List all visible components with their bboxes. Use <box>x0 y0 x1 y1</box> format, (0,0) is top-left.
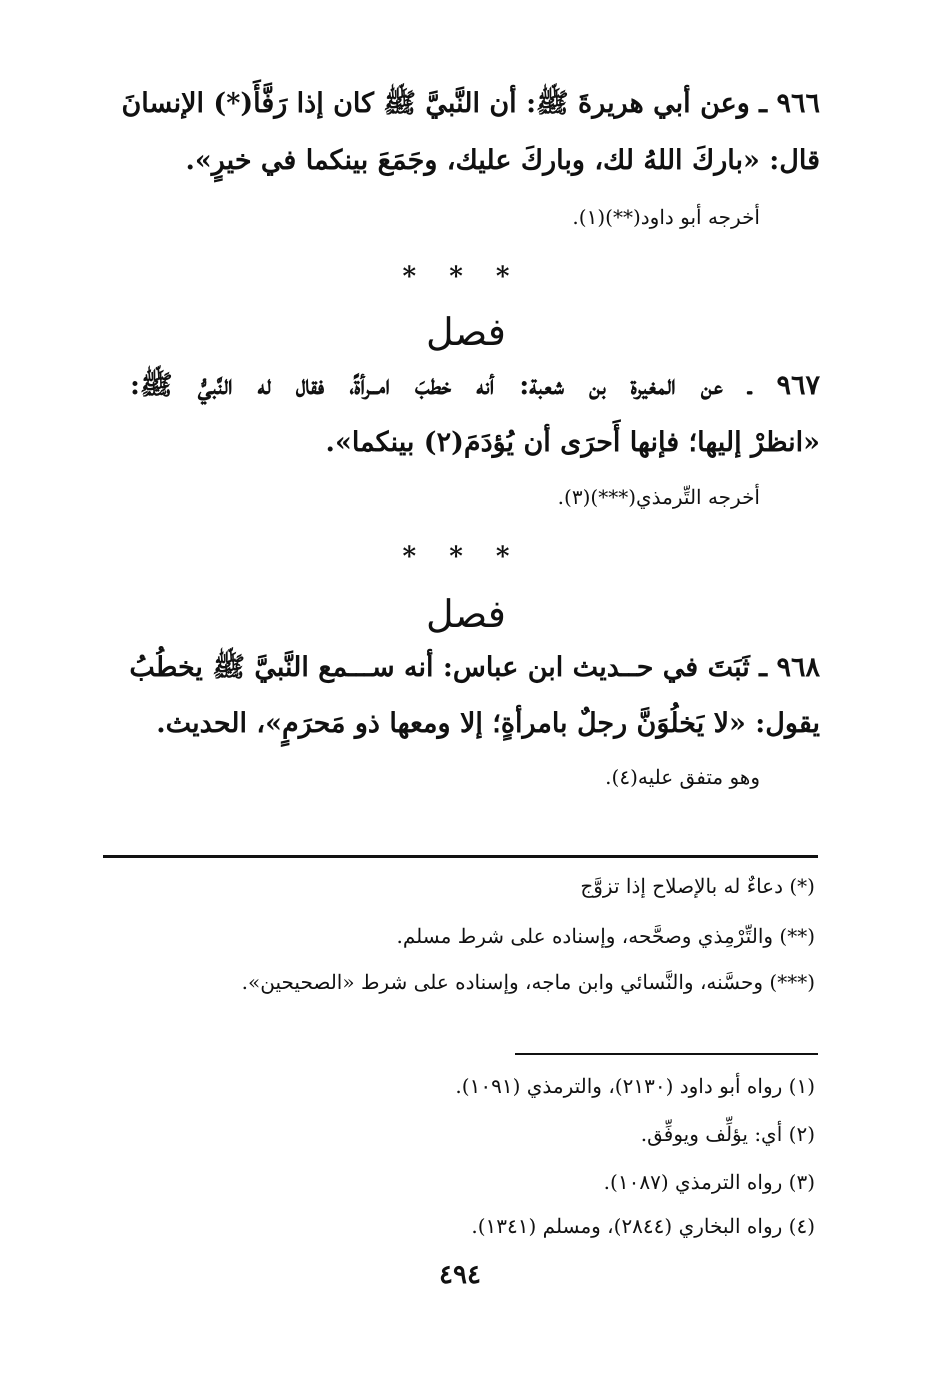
entry-968-source: وهو متفق عليه(٤). <box>605 765 760 789</box>
section-separator-2: * * * <box>402 542 522 572</box>
entry-967-source: أخرجه التِّرمذي(***)(٣). <box>557 485 760 509</box>
editor-note-1: (*) دعاءٌ له بالإصلاح إذا تزوَّج <box>580 874 815 898</box>
footnote-4: (٤) رواه البخاري (٢٨٤٤)، ومسلم (١٣٤١). <box>471 1214 815 1238</box>
section-heading-2: فصل <box>426 592 506 636</box>
footnotes-divider <box>515 1053 818 1055</box>
entry-966-line-1: ٩٦٦ ـ وعن أبي هريرةَ ﷺ: أن النَّبيَّ ﷺ كان إذا رَفَّأَ(*) الإنسانَ <box>121 88 820 119</box>
entry-967-line-1: ٩٦٧ ـ عن المغيرة بن شعبة: أنه خطبَ امــرأةً، فقال له النَّبيُّ ﷺ: <box>130 370 820 401</box>
notes-divider <box>103 855 818 858</box>
entry-967-line-2: «انظرْ إليها؛ فإنها أَحرَى أن يُؤدَمَ(٢) بينكما». <box>325 427 820 458</box>
footnote-2: (٢) أي: يؤلِّف ويوفِّق. <box>640 1122 815 1146</box>
entry-968-line-2: يقول: «لا يَخلُوَنَّ رجلٌ بامرأةٍ؛ إلا ومعها ذو مَحرَمٍ»، الحديث. <box>156 708 820 739</box>
entry-968-line-1: ٩٦٨ ـ ثَبَتَ في حــديث ابن عباس: أنه ســـمع النَّبيَّ ﷺ يخطُبُ <box>129 652 820 683</box>
editor-note-2: (**) والتِّرْمِذي وصحَّحه، وإسناده على شرط مسلم. <box>396 924 815 948</box>
editor-note-3: (***) وحسَّنه، والنَّسائي وابن ماجه، وإسناده على شرط «الصحيحين». <box>241 970 815 994</box>
page-number: ٤٩٤ <box>439 1260 481 1290</box>
entry-966-source: أخرجه أبو داود(**)(١). <box>572 205 760 229</box>
entry-966-line-2: قال: «باركَ اللهُ لك، وباركَ عليك، وجَمَعَ بينكما في خيرٍ». <box>185 145 820 176</box>
footnote-1: (١) رواه أبو داود (٢١٣٠)، والترمذي (١٠٩١). <box>455 1074 815 1098</box>
section-separator-1: * * * <box>402 262 522 292</box>
section-heading-1: فصل <box>426 310 506 354</box>
footnote-3: (٣) رواه الترمذي (١٠٨٧). <box>603 1170 815 1194</box>
